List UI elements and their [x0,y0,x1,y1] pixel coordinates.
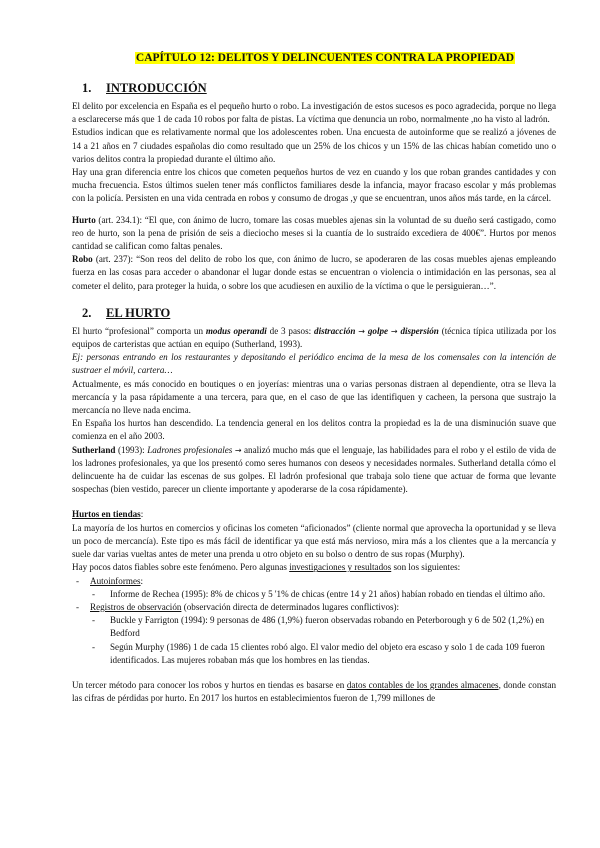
list-item: - Informe de Rechea (1995): 8% de chicos y 5 '1% de chicas (entre 14 y 21 años) habían robado en tiendas el último año. [92,588,545,599]
section-heading-introduccion: 1. INTRODUCCIÓN [82,81,207,95]
definition-hurto: Hurto (art. 234.1): “El que, con ánimo de lucro, tomare las cosas muebles ajenas sin la voluntad de su dueño será castigado, como reo de hurto, son la pena de prisión de seis a dieciocho meses si la cuantía de lo sustraído excediera de 400€”. Hurtos por menos cantidad se califican como faltas penales. [72,214,556,252]
paragraph: El delito por excelencia en España es el pequeño hurto o robo. La investigación de estos sucesos es poco agradecida, porque no llega a esclarecerse más que 1 de cada 10 robos por falta de pistas. La víctima que denuncia un robo, normalmente ,no ha visto al ladrón. [72,101,556,125]
paragraph: Actualmente, es más conocido en boutiques o en joyerías: mientras una o varias personas distraen al dependiente, otra se lleva la mercancía y la pasa rápidamente a una tercera, para que, en el caso de que las identifiquen y cacheen, la persona que sustrajo la mercancía no lleve nada encima. [72,378,556,416]
term: Robo [72,254,93,265]
chapter-title: CAPÍTULO 12: DELITOS Y DELINCUENTES CONTRA LA PROPIEDAD [135,52,515,64]
arrow-icon: → [390,326,398,336]
paragraph: En España los hurtos han descendido. La tendencia general en los delitos contra la propiedad es la de una disminución suave que comienza en el año 2003. [72,418,556,442]
definition-robo: Robo (art. 237): “Son reos del delito de robo los que, con ánimo de lucro, se apoderaren de las cosas muebles ajenas empleando fuerza en las cosas para acceder o abandonar el lugar donde estas se encuentran o violencia o intimidación en las personas, sea al cometer el delito, para proteger la huida, o sobre los que acudiesen en auxilio de la víctima o que le persiguieran…”. [72,254,556,291]
subheading-hurtos-en-tiendas: Hurtos en tiendas: [72,509,144,520]
paragraph: La mayoría de los hurtos en comercios y oficinas los cometen “aficionados” (cliente normal que aprovecha la oportunidad y se lleva un poco de mercancía). Este tipo es más fácil de identificar ya que está más nervioso, mira más a los clientes que a la mercancía y suele dar varias vueltas antes de meter una prenda u otro objeto en su bolso o dentro de sus ropas (Murphy). [72,522,556,560]
paragraph: Sutherland (1993): Ladrones profesionales → analizó mucho más que el lenguaje, las habilidades para el robo y el estilo de vida de los ladrones profesionales, ya que los presentó como seres humanos con deseos y necesidades normales. Sutherland detalla cómo el delincuente ha de cuidar las escenas de sus golpes. El ladrón profesional que trabaja solo tiene que actuar de forma que levante sospechas (bien vestido, parecer un cliente importante y apoderarse de la cosa rápidamente). [72,444,557,495]
paragraph: Hay una gran diferencia entre los chicos que cometen pequeños hurtos de vez en cuando y los que roban grandes cantidades y con mucha frecuencia. Estos últimos suelen tener más conflictos familiares desde la infancia, mayor fracaso escolar y más problemas con la policía. Persisten en una vida centrada en robos y consumo de drogas ,y que se encuentran, unos años más tarde, en la cárcel. [72,167,556,204]
paragraph: El hurto “profesional” comporta un modus operandi de 3 pasos: distracción → golpe → dispersión (técnica típica utilizada por los equipos de carteristas que actúan en equipo (Sutherland, 1993). [72,325,557,350]
paragraph: Hay pocos datos fiables sobre este fenómeno. Pero algunas investigaciones y resultados son los siguientes: [72,562,461,573]
paragraph: Un tercer método para conocer los robos y hurtos en tiendas es basarse en datos contables de los grandes almacenes, donde constan las cifras de pérdidas por hurto. En 2017 los hurtos en establecimientos fueron de 1,799 millones de [72,679,557,704]
section-heading-el-hurto: 2. EL HURTO [82,305,171,320]
list-item: - Autoinformes: [76,575,144,586]
term: Hurto [72,214,96,225]
example: Ej: personas entrando en los restaurantes y depositando el periódico encima de la mesa de los comensales con la intención de sustraer el móvil, cartera… [72,352,556,376]
results-list [72,575,556,667]
arrow-icon: → [358,326,365,336]
list-item: - Registros de observación (observación directa de determinados lugares conflictivos): [76,601,400,612]
list-item: - Según Murphy (1986) 1 de cada 15 clientes robó algo. El valor medio del objeto era escaso y solo 1 de cada 109 fueron identificados. Las mujeres robaban más que los hombres en las tiendas. [92,641,545,665]
paragraph: Estudios indican que es relativamente normal que los adolescentes roben. Una encuesta de autoinforme que se realizó a jóvenes de 14 a 21 años en 7 ciudades españolas dio como resultado que un 25% de los chicos y un 15% de las chicas habían cometido uno o varios delitos contra la propiedad durante el último año. [72,127,556,164]
arrow-icon: → [234,445,242,455]
list-item: - Buckle y Farrigton (1994): 9 personas de 486 (1,9%) fueron observadas robando en Peterborough y 6 de 502 (1,2%) en Bedford [92,615,545,639]
